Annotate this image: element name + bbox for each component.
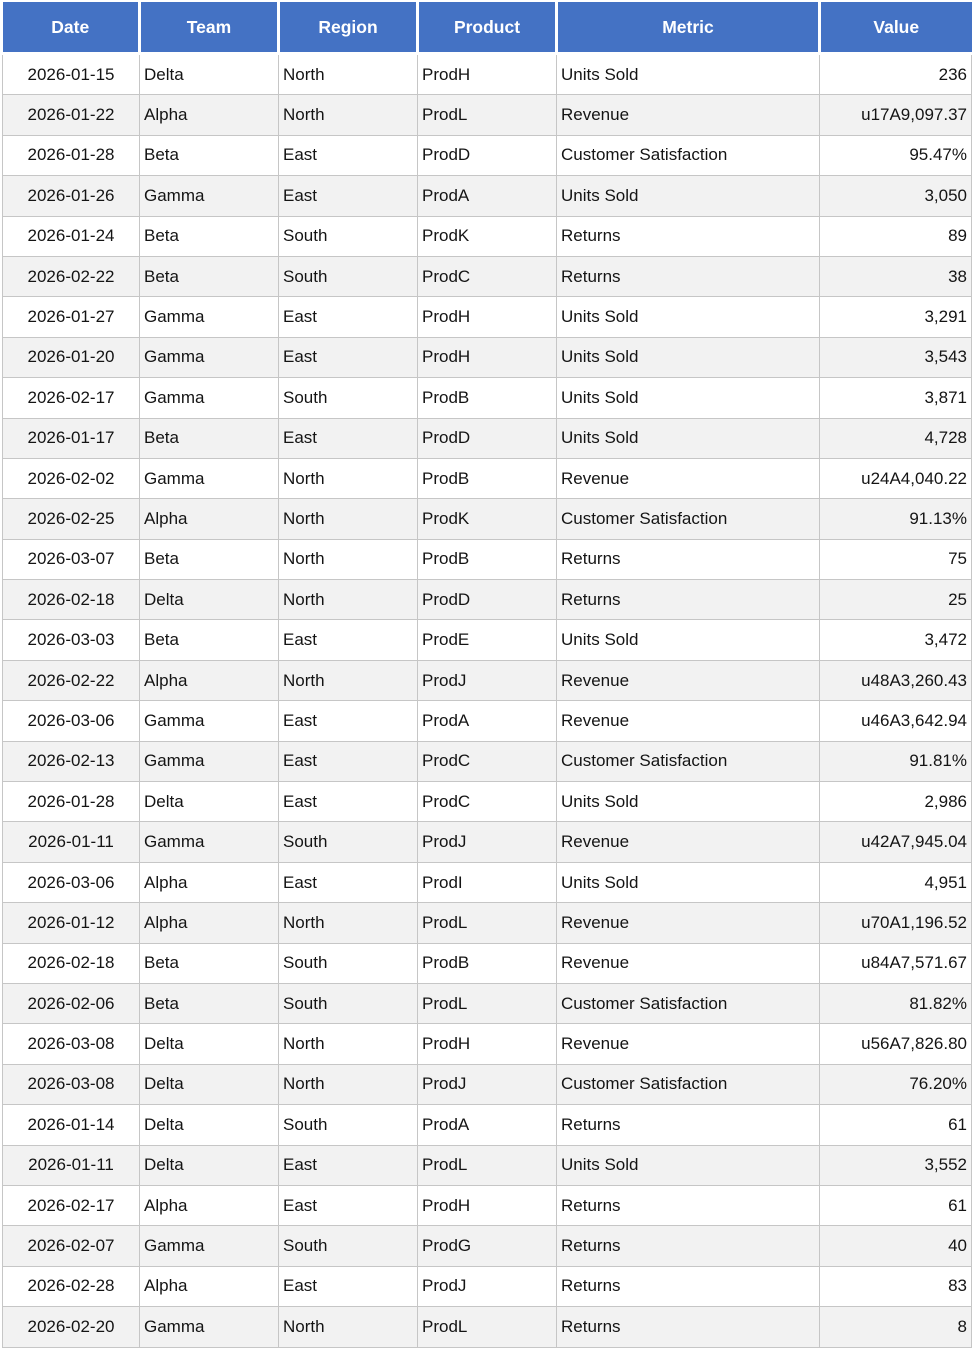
cell-product: ProdC <box>418 256 557 296</box>
cell-metric: Units Sold <box>557 378 820 418</box>
cell-date: 2026-02-17 <box>3 1185 140 1225</box>
cell-date: 2026-01-15 <box>3 54 140 95</box>
cell-value: 2,986 <box>820 782 972 822</box>
column-header-value: Value <box>820 2 972 54</box>
cell-team: Beta <box>140 418 279 458</box>
cell-value: 61 <box>820 1185 972 1225</box>
cell-metric: Revenue <box>557 660 820 700</box>
cell-metric: Units Sold <box>557 418 820 458</box>
cell-value: u42A7,945.04 <box>820 822 972 862</box>
cell-date: 2026-02-25 <box>3 499 140 539</box>
cell-metric: Returns <box>557 1226 820 1266</box>
table-row <box>3 1266 972 1306</box>
cell-date: 2026-02-20 <box>3 1307 140 1347</box>
cell-product: ProdL <box>418 983 557 1023</box>
cell-product: ProdI <box>418 862 557 902</box>
cell-region: North <box>279 580 418 620</box>
table-row <box>3 1185 972 1225</box>
cell-team: Alpha <box>140 660 279 700</box>
table-row <box>3 135 972 175</box>
cell-date: 2026-03-07 <box>3 539 140 579</box>
table-row <box>3 54 972 95</box>
cell-region: North <box>279 660 418 700</box>
cell-product: ProdA <box>418 176 557 216</box>
cell-date: 2026-02-18 <box>3 580 140 620</box>
table-row <box>3 943 972 983</box>
cell-region: East <box>279 418 418 458</box>
data-table <box>2 2 972 1348</box>
cell-date: 2026-01-20 <box>3 337 140 377</box>
cell-region: South <box>279 822 418 862</box>
table-row <box>3 378 972 418</box>
cell-team: Alpha <box>140 1185 279 1225</box>
table-row <box>3 539 972 579</box>
cell-region: East <box>279 297 418 337</box>
cell-metric: Revenue <box>557 903 820 943</box>
cell-team: Gamma <box>140 1307 279 1347</box>
column-header-metric: Metric <box>557 2 820 54</box>
cell-value: 91.13% <box>820 499 972 539</box>
cell-date: 2026-01-28 <box>3 782 140 822</box>
cell-metric: Returns <box>557 1307 820 1347</box>
cell-region: South <box>279 1226 418 1266</box>
table-row <box>3 1064 972 1104</box>
cell-product: ProdH <box>418 297 557 337</box>
cell-region: East <box>279 337 418 377</box>
cell-region: South <box>279 378 418 418</box>
cell-region: South <box>279 943 418 983</box>
cell-team: Gamma <box>140 378 279 418</box>
cell-region: North <box>279 458 418 498</box>
cell-product: ProdL <box>418 95 557 135</box>
column-header-team: Team <box>140 2 279 54</box>
table-row <box>3 660 972 700</box>
table-row <box>3 862 972 902</box>
cell-product: ProdJ <box>418 1266 557 1306</box>
cell-product: ProdH <box>418 337 557 377</box>
cell-date: 2026-01-11 <box>3 822 140 862</box>
cell-metric: Customer Satisfaction <box>557 741 820 781</box>
cell-value: u24A4,040.22 <box>820 458 972 498</box>
cell-date: 2026-01-24 <box>3 216 140 256</box>
cell-value: 3,552 <box>820 1145 972 1185</box>
cell-region: North <box>279 1064 418 1104</box>
cell-value: 81.82% <box>820 983 972 1023</box>
cell-team: Beta <box>140 135 279 175</box>
cell-product: ProdG <box>418 1226 557 1266</box>
cell-product: ProdL <box>418 1307 557 1347</box>
cell-team: Delta <box>140 54 279 95</box>
cell-value: 3,291 <box>820 297 972 337</box>
cell-team: Gamma <box>140 458 279 498</box>
cell-metric: Customer Satisfaction <box>557 1064 820 1104</box>
cell-team: Beta <box>140 620 279 660</box>
cell-date: 2026-02-18 <box>3 943 140 983</box>
cell-value: u17A9,097.37 <box>820 95 972 135</box>
table-row <box>3 337 972 377</box>
cell-date: 2026-02-06 <box>3 983 140 1023</box>
cell-date: 2026-03-08 <box>3 1064 140 1104</box>
cell-metric: Returns <box>557 539 820 579</box>
table-body <box>3 54 972 1348</box>
cell-metric: Revenue <box>557 1024 820 1064</box>
cell-metric: Returns <box>557 580 820 620</box>
cell-date: 2026-01-14 <box>3 1105 140 1145</box>
cell-metric: Revenue <box>557 95 820 135</box>
cell-value: 3,472 <box>820 620 972 660</box>
cell-value: 89 <box>820 216 972 256</box>
cell-date: 2026-02-07 <box>3 1226 140 1266</box>
column-header-region: Region <box>279 2 418 54</box>
cell-team: Gamma <box>140 337 279 377</box>
table-row <box>3 1226 972 1266</box>
cell-team: Delta <box>140 1024 279 1064</box>
cell-value: 61 <box>820 1105 972 1145</box>
cell-product: ProdJ <box>418 660 557 700</box>
cell-product: ProdK <box>418 216 557 256</box>
table-row <box>3 95 972 135</box>
cell-date: 2026-01-28 <box>3 135 140 175</box>
cell-value: 3,050 <box>820 176 972 216</box>
cell-region: North <box>279 903 418 943</box>
cell-product: ProdJ <box>418 1064 557 1104</box>
cell-value: u84A7,571.67 <box>820 943 972 983</box>
cell-region: East <box>279 1266 418 1306</box>
table-row <box>3 297 972 337</box>
cell-value: 76.20% <box>820 1064 972 1104</box>
cell-region: South <box>279 256 418 296</box>
table-row <box>3 1105 972 1145</box>
cell-date: 2026-01-26 <box>3 176 140 216</box>
cell-value: 3,543 <box>820 337 972 377</box>
cell-value: 75 <box>820 539 972 579</box>
cell-metric: Customer Satisfaction <box>557 983 820 1023</box>
table-row <box>3 903 972 943</box>
table-row <box>3 216 972 256</box>
cell-product: ProdD <box>418 418 557 458</box>
cell-product: ProdD <box>418 135 557 175</box>
cell-metric: Customer Satisfaction <box>557 135 820 175</box>
cell-value: 83 <box>820 1266 972 1306</box>
cell-region: East <box>279 135 418 175</box>
cell-value: 8 <box>820 1307 972 1347</box>
cell-product: ProdH <box>418 54 557 95</box>
cell-metric: Returns <box>557 256 820 296</box>
cell-team: Beta <box>140 216 279 256</box>
cell-metric: Revenue <box>557 458 820 498</box>
table-row <box>3 458 972 498</box>
cell-team: Gamma <box>140 822 279 862</box>
cell-value: 91.81% <box>820 741 972 781</box>
cell-metric: Returns <box>557 1105 820 1145</box>
cell-date: 2026-02-02 <box>3 458 140 498</box>
table-row <box>3 499 972 539</box>
table-row <box>3 418 972 458</box>
table-row <box>3 822 972 862</box>
header-row <box>3 2 972 54</box>
cell-team: Alpha <box>140 1266 279 1306</box>
cell-team: Gamma <box>140 297 279 337</box>
cell-product: ProdB <box>418 539 557 579</box>
cell-product: ProdH <box>418 1024 557 1064</box>
cell-value: 95.47% <box>820 135 972 175</box>
cell-region: East <box>279 862 418 902</box>
cell-date: 2026-01-17 <box>3 418 140 458</box>
cell-product: ProdA <box>418 701 557 741</box>
table-row <box>3 983 972 1023</box>
cell-metric: Units Sold <box>557 782 820 822</box>
cell-metric: Units Sold <box>557 337 820 377</box>
table-row <box>3 741 972 781</box>
cell-date: 2026-02-13 <box>3 741 140 781</box>
cell-team: Delta <box>140 1064 279 1104</box>
cell-product: ProdH <box>418 1185 557 1225</box>
cell-metric: Units Sold <box>557 862 820 902</box>
cell-date: 2026-01-22 <box>3 95 140 135</box>
cell-value: 38 <box>820 256 972 296</box>
cell-region: North <box>279 54 418 95</box>
column-header-date: Date <box>3 2 140 54</box>
cell-metric: Units Sold <box>557 176 820 216</box>
cell-product: ProdL <box>418 903 557 943</box>
cell-date: 2026-02-22 <box>3 256 140 296</box>
cell-team: Beta <box>140 256 279 296</box>
cell-value: 4,728 <box>820 418 972 458</box>
cell-team: Delta <box>140 580 279 620</box>
cell-product: ProdE <box>418 620 557 660</box>
cell-metric: Revenue <box>557 822 820 862</box>
cell-metric: Units Sold <box>557 297 820 337</box>
cell-date: 2026-03-08 <box>3 1024 140 1064</box>
cell-region: East <box>279 1185 418 1225</box>
cell-value: 40 <box>820 1226 972 1266</box>
cell-team: Beta <box>140 983 279 1023</box>
cell-value: 25 <box>820 580 972 620</box>
cell-value: u48A3,260.43 <box>820 660 972 700</box>
table-row <box>3 701 972 741</box>
cell-metric: Returns <box>557 1266 820 1306</box>
table-row <box>3 176 972 216</box>
cell-product: ProdC <box>418 741 557 781</box>
cell-date: 2026-03-06 <box>3 862 140 902</box>
cell-metric: Returns <box>557 1185 820 1225</box>
cell-region: North <box>279 1307 418 1347</box>
cell-region: East <box>279 701 418 741</box>
table-row <box>3 620 972 660</box>
cell-region: East <box>279 620 418 660</box>
table-row <box>3 1024 972 1064</box>
cell-metric: Returns <box>557 216 820 256</box>
cell-date: 2026-01-11 <box>3 1145 140 1185</box>
cell-region: South <box>279 1105 418 1145</box>
cell-product: ProdC <box>418 782 557 822</box>
cell-team: Delta <box>140 1105 279 1145</box>
cell-team: Alpha <box>140 95 279 135</box>
cell-product: ProdD <box>418 580 557 620</box>
cell-team: Delta <box>140 1145 279 1185</box>
table-row <box>3 782 972 822</box>
cell-metric: Customer Satisfaction <box>557 499 820 539</box>
cell-team: Delta <box>140 782 279 822</box>
cell-region: South <box>279 983 418 1023</box>
cell-metric: Revenue <box>557 943 820 983</box>
cell-product: ProdK <box>418 499 557 539</box>
cell-team: Alpha <box>140 499 279 539</box>
cell-product: ProdB <box>418 943 557 983</box>
cell-product: ProdB <box>418 378 557 418</box>
cell-metric: Units Sold <box>557 1145 820 1185</box>
cell-metric: Units Sold <box>557 54 820 95</box>
cell-team: Beta <box>140 539 279 579</box>
table-row <box>3 1145 972 1185</box>
table-row <box>3 580 972 620</box>
cell-product: ProdJ <box>418 822 557 862</box>
cell-product: ProdA <box>418 1105 557 1145</box>
cell-date: 2026-02-17 <box>3 378 140 418</box>
cell-team: Gamma <box>140 701 279 741</box>
cell-date: 2026-02-22 <box>3 660 140 700</box>
cell-value: 236 <box>820 54 972 95</box>
cell-value: u70A1,196.52 <box>820 903 972 943</box>
cell-region: East <box>279 741 418 781</box>
cell-region: North <box>279 95 418 135</box>
cell-region: North <box>279 1024 418 1064</box>
cell-value: 3,871 <box>820 378 972 418</box>
cell-region: North <box>279 499 418 539</box>
cell-date: 2026-02-28 <box>3 1266 140 1306</box>
cell-date: 2026-01-27 <box>3 297 140 337</box>
cell-metric: Revenue <box>557 701 820 741</box>
cell-team: Gamma <box>140 741 279 781</box>
cell-date: 2026-03-06 <box>3 701 140 741</box>
cell-team: Gamma <box>140 176 279 216</box>
cell-product: ProdB <box>418 458 557 498</box>
cell-region: East <box>279 1145 418 1185</box>
cell-product: ProdL <box>418 1145 557 1185</box>
column-header-product: Product <box>418 2 557 54</box>
cell-value: u56A7,826.80 <box>820 1024 972 1064</box>
cell-team: Gamma <box>140 1226 279 1266</box>
table-row <box>3 1307 972 1347</box>
cell-region: North <box>279 539 418 579</box>
cell-date: 2026-03-03 <box>3 620 140 660</box>
cell-team: Alpha <box>140 862 279 902</box>
cell-team: Beta <box>140 943 279 983</box>
cell-value: 4,951 <box>820 862 972 902</box>
cell-region: South <box>279 216 418 256</box>
cell-region: East <box>279 782 418 822</box>
cell-metric: Units Sold <box>557 620 820 660</box>
cell-value: u46A3,642.94 <box>820 701 972 741</box>
cell-date: 2026-01-12 <box>3 903 140 943</box>
table-row <box>3 256 972 296</box>
cell-team: Alpha <box>140 903 279 943</box>
cell-region: East <box>279 176 418 216</box>
